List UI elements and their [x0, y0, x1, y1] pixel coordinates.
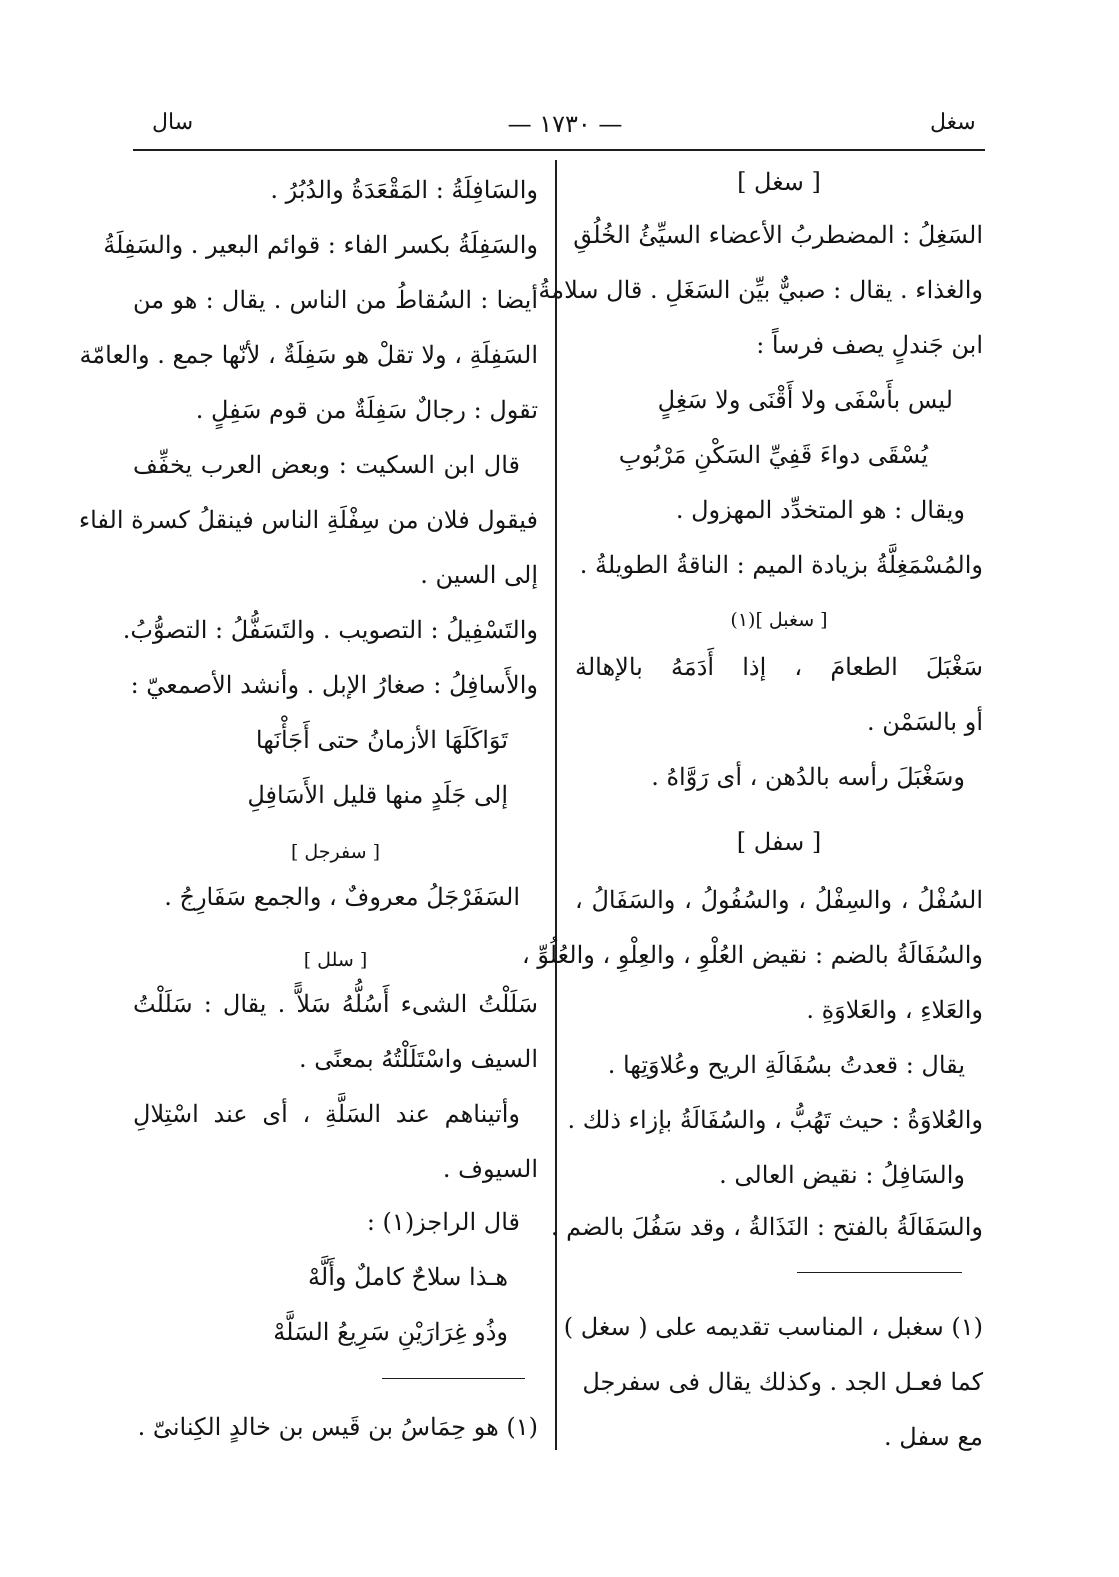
text-line: يقال : قعدتُ بسُفَالَةِ الريح وعُلاوَتِها . [607, 1051, 965, 1079]
footnote-line: (١) سغبل ، المناسب تقديمه على ( سغل ) [563, 1313, 983, 1341]
text-line: وأتيناهم عند السَلَّةِ ، أى عند اسْتِلالِ [133, 1100, 520, 1128]
footnote-line: (١) هو حِمَاسُ بن قَيس بن خالدٍ الكِنانىّ . [137, 1413, 538, 1441]
text-line: والسَفَالَةُ بالفتح : النَذَالةُ ، وقد سَفُلَ بالضم . [550, 1213, 983, 1241]
verse-line: تَوَاكَلَهَا الأزمانُ حتى أَجَأْنَها [255, 726, 508, 754]
footnote-rule-left [382, 1378, 525, 1379]
text-line: ابن جَندلٍ يصف فرساً : [756, 331, 983, 359]
text-line: وسَغْبَلَ رأسه بالدُهن ، أى رَوَّاهُ . [651, 763, 965, 791]
entry-heading-sghbl: [ سغبل ](١) [730, 609, 828, 631]
text-line: والسُفَالَةُ بالضم : نقيض العُلْوِ ، والعِلْوِ ، والعُلُوِّ ، [521, 941, 983, 969]
footnote-rule-right [797, 1272, 962, 1273]
verse-line: وذُو غِرَارَيْنِ سَرِيعُ السَلَّهْ [273, 1318, 508, 1346]
text-line: السَغِلُ : المضطربُ الأعضاء السيِّئُ الخُلُقِ [573, 221, 983, 249]
text-line: السيف واسْتَلَلْتُهُ بمعنًى . [299, 1045, 538, 1073]
text-line: قال ابن السكيت : وبعض العرب يخفِّف [133, 451, 520, 479]
text-line: أو بالسَمْن . [866, 708, 983, 736]
text-line: سَغْبَلَ الطعامَ ، إذا أَدَمَهُ بالإهالة [575, 653, 983, 681]
verse-line: هـذا سلاحٌ كاملٌ وأَلَّهْ [308, 1263, 508, 1291]
entry-heading-sll: [ سلل ] [303, 949, 368, 971]
text-line: السيوف . [442, 1155, 538, 1183]
running-head-right: سغل [930, 110, 976, 135]
header-rule [133, 149, 985, 151]
footnote-line: كما فعـل الجد . وكذلك يقال فى سفرجل [582, 1368, 983, 1396]
text-line: والسَافِلُ : نقيض العالى . [719, 1161, 965, 1189]
text-line: والأَسافِلُ : صغارُ الإبل . وأنشد الأصمعيّ : [130, 671, 538, 699]
text-line: والغذاء . يقال : صبيٌّ بيِّن السَغَلِ . قال سلامةُ [538, 276, 983, 304]
text-line: السُفْلُ ، والسِفْلُ ، والسُفُولُ ، والسَفَالُ ، [575, 886, 983, 914]
text-line: والسَفِلَةُ بكسر الفاء : قوائم البعير . والسَفِلَةُ [103, 231, 538, 259]
text-line: والعَلاءِ ، والعَلاوَةِ . [806, 996, 983, 1024]
text-line: أيضا : السُقاطُ من الناس . يقال : هو من [133, 286, 538, 314]
footnote-line: مع سفل . [884, 1423, 983, 1451]
text-line: والمُسْمَغِلَّةُ بزيادة الميم : الناقةُ الطويلةُ . [579, 551, 983, 579]
text-line: ويقال : هو المتخدِّد المهزول . [675, 496, 965, 524]
text-line: السَفَرْجَلُ معروفٌ ، والجمع سَفَارِجُ . [164, 883, 520, 911]
text-line: تقول : رجالٌ سَفِلَةٌ من قوم سَفِلٍ . [195, 396, 538, 424]
verse-line: ليس بأَسْفَى ولا أَقْنَى ولا سَغِلٍ [657, 386, 953, 414]
page-number: — ١٧٣٠ — [507, 110, 623, 138]
entry-heading-sghl: [ سغل ] [737, 168, 821, 196]
text-line: السَفِلَةِ ، ولا تقلْ هو سَفِلَةٌ ، لأنّها جمع . والعامّة [79, 341, 538, 369]
verse-line: إلى جَلَدٍ منها قليل الأَسَافِلِ [247, 781, 508, 809]
entry-heading-sfl: [ سفل ] [736, 828, 822, 856]
text-line: والعُلاوَةُ : حيث تَهُبُّ ، والسُفَالَةُ بإزاء ذلك . [567, 1106, 983, 1134]
text-line: والتَسْفِيلُ : التصويب . والتَسَفُّلُ : التصوُّبُ. [122, 616, 538, 644]
text-line: إلى السين . [420, 561, 538, 589]
text-line: والسَافِلَةُ : المَقْعَدَةُ والدُبُرُ . [270, 176, 538, 204]
entry-heading-sfrjl: [ سفرجل ] [290, 841, 381, 863]
text-line: سَلَلْتُ الشىء أَسُلُّهُ سَلاًّ . يقال : سَلَلْتُ [133, 990, 538, 1018]
column-divider [555, 160, 557, 1450]
text-line: قال الراجز(١) : [366, 1208, 520, 1236]
verse-line: يُسْقَى دواءَ قَفِيِّ السَكْنِ مَرْبُوبِ [618, 441, 928, 469]
running-head-left: سال [152, 110, 194, 135]
text-line: فيقول فلان من سِفْلَةِ الناس فينقلُ كسرة الفاء [78, 506, 538, 534]
